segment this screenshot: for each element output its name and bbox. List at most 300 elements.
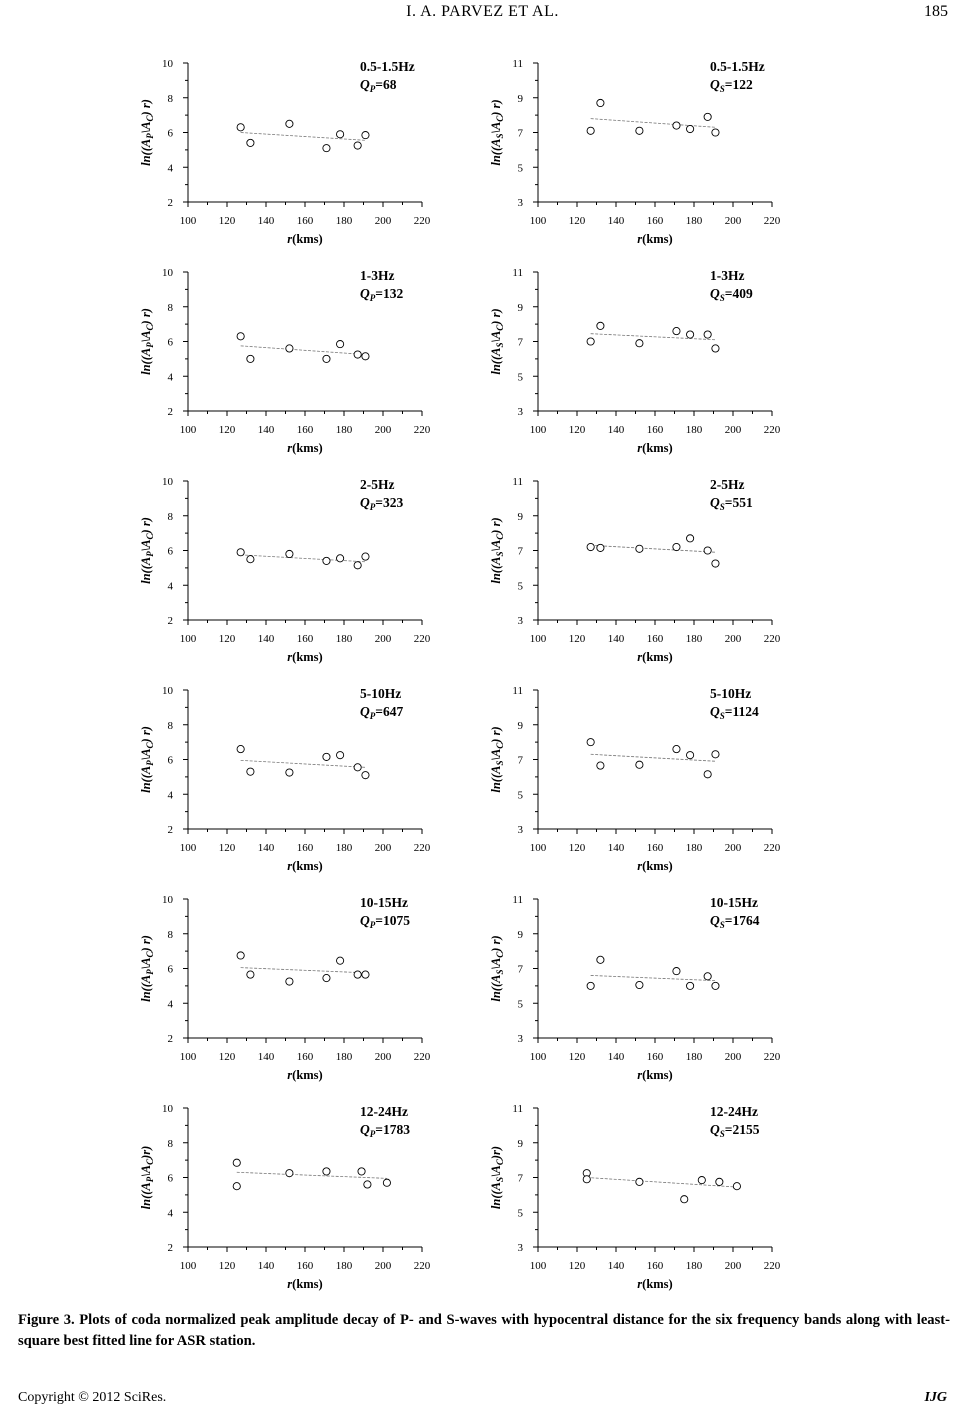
x-tick-label: 180 bbox=[335, 215, 353, 227]
x-tick-label: 100 bbox=[179, 1260, 197, 1272]
x-tick-label: 220 bbox=[763, 1260, 781, 1272]
x-axis-title: r(kms) bbox=[637, 1277, 673, 1291]
frequency-band-label: 2-5Hz bbox=[360, 477, 395, 492]
y-tick-label: 3 bbox=[517, 615, 523, 627]
data-point bbox=[233, 1159, 240, 1166]
best-fit-line bbox=[587, 1178, 737, 1188]
frequency-band-label: 5-10Hz bbox=[710, 686, 752, 701]
x-tick-label: 180 bbox=[685, 1051, 703, 1063]
data-point bbox=[712, 129, 719, 136]
x-tick-label: 200 bbox=[724, 633, 742, 645]
data-point bbox=[286, 120, 293, 127]
x-tick-label: 200 bbox=[374, 842, 392, 854]
y-tick-label: 6 bbox=[167, 1172, 173, 1185]
x-tick-label: 220 bbox=[413, 842, 431, 854]
x-tick-label: 100 bbox=[179, 633, 197, 645]
frequency-band-label: 1-3Hz bbox=[360, 268, 395, 283]
x-axis-title: r(kms) bbox=[637, 441, 673, 455]
x-axis-title: r(kms) bbox=[287, 1277, 323, 1291]
chart-panel bbox=[489, 894, 781, 1082]
x-tick-label: 220 bbox=[763, 424, 781, 436]
x-tick-label: 120 bbox=[218, 1051, 236, 1063]
y-tick-label: 2 bbox=[167, 1242, 173, 1254]
data-point bbox=[362, 772, 369, 779]
x-tick-label: 160 bbox=[296, 215, 314, 227]
frequency-band-label: 0.5-1.5Hz bbox=[360, 59, 415, 74]
data-point bbox=[323, 753, 330, 760]
frequency-band-label: 0.5-1.5Hz bbox=[710, 59, 765, 74]
x-tick-label: 180 bbox=[685, 1260, 703, 1272]
y-tick-label: 6 bbox=[167, 127, 173, 140]
y-tick-label: 3 bbox=[517, 197, 523, 209]
q-value-label: $Q_P=323$ bbox=[360, 495, 404, 512]
data-point bbox=[597, 956, 604, 963]
data-point bbox=[383, 1179, 390, 1186]
x-tick-label: 180 bbox=[335, 842, 353, 854]
data-point bbox=[636, 545, 643, 552]
x-tick-label: 140 bbox=[607, 633, 625, 645]
data-point bbox=[364, 1181, 371, 1188]
frequency-band-label: 1-3Hz bbox=[710, 268, 745, 283]
q-value-label: $Q_P=1075$ bbox=[360, 913, 410, 930]
x-tick-label: 140 bbox=[607, 1051, 625, 1063]
data-point bbox=[704, 973, 711, 980]
data-point bbox=[704, 331, 711, 338]
best-fit-line bbox=[241, 760, 366, 767]
x-tick-label: 160 bbox=[646, 633, 664, 645]
best-fit-line bbox=[241, 346, 366, 355]
x-tick-label: 200 bbox=[724, 1260, 742, 1272]
x-tick-label: 200 bbox=[724, 842, 742, 854]
data-point bbox=[673, 543, 680, 550]
y-tick-label: 8 bbox=[167, 1137, 173, 1150]
data-point bbox=[673, 122, 680, 129]
x-tick-label: 120 bbox=[218, 842, 236, 854]
y-axis-title: $\ln((A_P\backslash A_C)$ r) bbox=[139, 99, 155, 166]
data-point bbox=[687, 535, 694, 542]
best-fit-line bbox=[591, 119, 716, 128]
x-axis-title: r(kms) bbox=[637, 232, 673, 246]
y-tick-label: 11 bbox=[512, 476, 523, 488]
data-point bbox=[673, 968, 680, 975]
data-point bbox=[597, 99, 604, 106]
y-axis-title: $\ln((A_P\backslash A_C)r)$ bbox=[139, 1145, 155, 1210]
y-axis-title: $\ln((A_S\backslash A_C)r)$ bbox=[489, 1145, 505, 1210]
y-tick-label: 8 bbox=[167, 510, 173, 523]
data-point bbox=[323, 145, 330, 152]
data-point bbox=[597, 544, 604, 551]
x-tick-label: 160 bbox=[646, 424, 664, 436]
data-point bbox=[587, 739, 594, 746]
data-point bbox=[354, 351, 361, 358]
best-fit-line bbox=[241, 133, 366, 141]
x-tick-label: 120 bbox=[568, 633, 586, 645]
data-point bbox=[587, 543, 594, 550]
data-point bbox=[587, 982, 594, 989]
y-tick-label: 10 bbox=[162, 267, 173, 279]
x-tick-label: 180 bbox=[685, 424, 703, 436]
y-tick-label: 9 bbox=[517, 1137, 523, 1150]
x-tick-label: 160 bbox=[296, 633, 314, 645]
y-axis-title: $\ln((A_S\backslash A_C)$ r) bbox=[489, 517, 505, 584]
chart-panel bbox=[489, 685, 781, 873]
data-point bbox=[323, 355, 330, 362]
y-axis-title: $\ln((A_S\backslash A_C)$ r) bbox=[489, 726, 505, 793]
data-point bbox=[687, 982, 694, 989]
x-tick-label: 160 bbox=[646, 215, 664, 227]
best-fit-line bbox=[591, 754, 716, 761]
data-point bbox=[712, 345, 719, 352]
data-point bbox=[337, 957, 344, 964]
y-tick-label: 8 bbox=[167, 301, 173, 314]
chart-panel bbox=[139, 267, 431, 455]
y-axis-title: $\ln((A_S\backslash A_C)$ r) bbox=[489, 935, 505, 1002]
chart-panel bbox=[489, 476, 781, 664]
x-tick-label: 140 bbox=[257, 1051, 275, 1063]
data-point bbox=[237, 745, 244, 752]
x-tick-label: 140 bbox=[607, 1260, 625, 1272]
y-axis-title: $\ln((A_S\backslash A_C)$ r) bbox=[489, 308, 505, 375]
y-tick-label: 10 bbox=[162, 685, 173, 697]
data-point bbox=[681, 1196, 688, 1203]
x-tick-label: 140 bbox=[257, 633, 275, 645]
x-axis-title: r(kms) bbox=[287, 650, 323, 664]
x-tick-label: 160 bbox=[646, 1051, 664, 1063]
data-point bbox=[587, 127, 594, 134]
y-tick-label: 6 bbox=[167, 963, 173, 976]
data-point bbox=[286, 550, 293, 557]
x-tick-label: 140 bbox=[257, 842, 275, 854]
x-tick-label: 120 bbox=[218, 215, 236, 227]
y-tick-label: 4 bbox=[167, 998, 173, 1011]
y-tick-label: 10 bbox=[162, 894, 173, 906]
data-point bbox=[247, 768, 254, 775]
q-value-label: $Q_P=132$ bbox=[360, 286, 404, 303]
x-axis-title: r(kms) bbox=[637, 859, 673, 873]
y-tick-label: 5 bbox=[517, 998, 523, 1011]
data-point bbox=[687, 125, 694, 132]
x-tick-label: 180 bbox=[685, 215, 703, 227]
x-tick-label: 100 bbox=[179, 842, 197, 854]
y-tick-label: 4 bbox=[167, 789, 173, 802]
data-point bbox=[233, 1183, 240, 1190]
data-point bbox=[636, 127, 643, 134]
x-tick-label: 180 bbox=[685, 842, 703, 854]
x-tick-label: 220 bbox=[413, 1260, 431, 1272]
y-tick-label: 4 bbox=[167, 162, 173, 175]
data-point bbox=[286, 769, 293, 776]
q-value-label: $Q_S=551$ bbox=[710, 495, 753, 512]
data-point bbox=[337, 752, 344, 759]
chart-panel bbox=[489, 267, 781, 455]
x-tick-label: 100 bbox=[529, 1260, 547, 1272]
data-point bbox=[286, 1170, 293, 1177]
x-axis-title: r(kms) bbox=[287, 859, 323, 873]
y-tick-label: 6 bbox=[167, 545, 173, 558]
x-tick-label: 140 bbox=[257, 215, 275, 227]
y-tick-label: 11 bbox=[512, 1103, 523, 1115]
x-tick-label: 100 bbox=[179, 424, 197, 436]
y-tick-label: 2 bbox=[167, 824, 173, 836]
chart-panel bbox=[139, 1103, 431, 1291]
frequency-band-label: 12-24Hz bbox=[360, 1104, 408, 1119]
x-tick-label: 220 bbox=[763, 633, 781, 645]
data-point bbox=[247, 139, 254, 146]
data-point bbox=[354, 142, 361, 149]
best-fit-line bbox=[591, 545, 716, 552]
data-point bbox=[362, 353, 369, 360]
x-tick-label: 160 bbox=[646, 1260, 664, 1272]
x-tick-label: 200 bbox=[724, 1051, 742, 1063]
x-tick-label: 220 bbox=[763, 1051, 781, 1063]
y-tick-label: 8 bbox=[167, 92, 173, 105]
y-tick-label: 7 bbox=[517, 963, 523, 976]
x-tick-label: 180 bbox=[335, 633, 353, 645]
x-tick-label: 140 bbox=[607, 215, 625, 227]
x-tick-label: 140 bbox=[607, 842, 625, 854]
frequency-band-label: 12-24Hz bbox=[710, 1104, 758, 1119]
y-tick-label: 4 bbox=[167, 371, 173, 384]
x-tick-label: 100 bbox=[529, 633, 547, 645]
q-value-label: $Q_P=1783$ bbox=[360, 1122, 410, 1139]
data-point bbox=[286, 978, 293, 985]
chart-panel bbox=[489, 1103, 781, 1291]
y-tick-label: 8 bbox=[167, 928, 173, 941]
chart-panel bbox=[139, 894, 431, 1082]
page-number: 185 bbox=[924, 3, 948, 20]
x-tick-label: 100 bbox=[529, 424, 547, 436]
y-tick-label: 10 bbox=[162, 1103, 173, 1115]
best-fit-line bbox=[241, 968, 366, 973]
data-point bbox=[673, 745, 680, 752]
x-tick-label: 200 bbox=[724, 215, 742, 227]
y-tick-label: 2 bbox=[167, 197, 173, 209]
x-tick-label: 120 bbox=[218, 1260, 236, 1272]
q-value-label: $Q_S=1764$ bbox=[710, 913, 760, 930]
x-tick-label: 220 bbox=[763, 842, 781, 854]
q-value-label: $Q_P=647$ bbox=[360, 704, 404, 721]
y-tick-label: 3 bbox=[517, 1242, 523, 1254]
data-point bbox=[733, 1183, 740, 1190]
data-point bbox=[247, 971, 254, 978]
data-point bbox=[704, 113, 711, 120]
x-tick-label: 200 bbox=[374, 1051, 392, 1063]
data-point bbox=[636, 1178, 643, 1185]
data-point bbox=[687, 331, 694, 338]
data-point bbox=[704, 547, 711, 554]
data-point bbox=[237, 549, 244, 556]
copyright-notice: Copyright © 2012 SciRes. bbox=[18, 1390, 167, 1405]
y-tick-label: 7 bbox=[517, 336, 523, 349]
y-tick-label: 7 bbox=[517, 754, 523, 767]
y-tick-label: 9 bbox=[517, 928, 523, 941]
q-value-label: $Q_S=409$ bbox=[710, 286, 753, 303]
q-value-label: $Q_P=68$ bbox=[360, 77, 397, 94]
x-tick-label: 220 bbox=[413, 215, 431, 227]
y-tick-label: 8 bbox=[167, 719, 173, 732]
x-tick-label: 120 bbox=[568, 424, 586, 436]
x-tick-label: 160 bbox=[296, 1051, 314, 1063]
x-tick-label: 160 bbox=[296, 1260, 314, 1272]
x-tick-label: 100 bbox=[529, 215, 547, 227]
figure-caption: Figure 3. Plots of coda normalized peak amplitude decay of P- and S-waves with hypocentral distance for the six frequency bands along with least-square best fitted line for ASR station. bbox=[18, 1312, 950, 1349]
data-point bbox=[286, 345, 293, 352]
x-tick-label: 220 bbox=[413, 1051, 431, 1063]
running-title: I. A. PARVEZ ET AL. bbox=[406, 3, 559, 20]
y-tick-label: 11 bbox=[512, 685, 523, 697]
data-point bbox=[337, 131, 344, 138]
data-point bbox=[687, 752, 694, 759]
y-tick-label: 2 bbox=[167, 1033, 173, 1045]
data-point bbox=[712, 982, 719, 989]
y-axis-title: $\ln((A_S\backslash A_C)$ r) bbox=[489, 99, 505, 166]
x-tick-label: 220 bbox=[763, 215, 781, 227]
best-fit-line bbox=[591, 975, 716, 980]
y-tick-label: 2 bbox=[167, 406, 173, 418]
data-point bbox=[704, 771, 711, 778]
data-point bbox=[587, 338, 594, 345]
x-tick-label: 120 bbox=[218, 633, 236, 645]
x-tick-label: 100 bbox=[529, 842, 547, 854]
x-tick-label: 180 bbox=[335, 1051, 353, 1063]
y-tick-label: 5 bbox=[517, 580, 523, 593]
y-tick-label: 5 bbox=[517, 789, 523, 802]
y-tick-label: 7 bbox=[517, 545, 523, 558]
y-tick-label: 3 bbox=[517, 824, 523, 836]
data-point bbox=[362, 132, 369, 139]
y-axis-title: $\ln((A_P\backslash A_C)$ r) bbox=[139, 308, 155, 375]
frequency-band-label: 5-10Hz bbox=[360, 686, 402, 701]
data-point bbox=[354, 971, 361, 978]
data-point bbox=[237, 124, 244, 131]
data-point bbox=[716, 1178, 723, 1185]
data-point bbox=[673, 327, 680, 334]
frequency-band-label: 10-15Hz bbox=[710, 895, 758, 910]
y-tick-label: 9 bbox=[517, 719, 523, 732]
x-axis-title: r(kms) bbox=[287, 232, 323, 246]
data-point bbox=[337, 555, 344, 562]
data-point bbox=[712, 560, 719, 567]
data-point bbox=[698, 1177, 705, 1184]
y-tick-label: 3 bbox=[517, 406, 523, 418]
x-tick-label: 100 bbox=[529, 1051, 547, 1063]
x-tick-label: 140 bbox=[607, 424, 625, 436]
data-point bbox=[583, 1176, 590, 1183]
x-tick-label: 200 bbox=[374, 1260, 392, 1272]
y-tick-label: 6 bbox=[167, 336, 173, 349]
x-tick-label: 120 bbox=[568, 1260, 586, 1272]
data-point bbox=[354, 562, 361, 569]
y-tick-label: 2 bbox=[167, 615, 173, 627]
data-point bbox=[362, 971, 369, 978]
q-value-label: $Q_S=1124$ bbox=[710, 704, 759, 721]
y-tick-label: 11 bbox=[512, 58, 523, 70]
data-point bbox=[712, 751, 719, 758]
x-axis-title: r(kms) bbox=[287, 1068, 323, 1082]
x-axis-title: r(kms) bbox=[637, 1068, 673, 1082]
y-tick-label: 4 bbox=[167, 1207, 173, 1220]
y-tick-label: 9 bbox=[517, 301, 523, 314]
x-tick-label: 180 bbox=[335, 1260, 353, 1272]
y-tick-label: 5 bbox=[517, 162, 523, 175]
frequency-band-label: 10-15Hz bbox=[360, 895, 408, 910]
data-point bbox=[362, 553, 369, 560]
data-point bbox=[247, 355, 254, 362]
data-point bbox=[323, 974, 330, 981]
x-tick-label: 220 bbox=[413, 633, 431, 645]
frequency-band-label: 2-5Hz bbox=[710, 477, 745, 492]
chart-panel bbox=[139, 685, 431, 873]
chart-panel bbox=[489, 58, 781, 246]
x-tick-label: 120 bbox=[568, 1051, 586, 1063]
x-tick-label: 140 bbox=[257, 424, 275, 436]
x-tick-label: 100 bbox=[179, 1051, 197, 1063]
x-tick-label: 180 bbox=[335, 424, 353, 436]
y-tick-label: 10 bbox=[162, 476, 173, 488]
chart-panel bbox=[139, 58, 431, 246]
x-tick-label: 120 bbox=[218, 424, 236, 436]
y-tick-label: 4 bbox=[167, 580, 173, 593]
x-tick-label: 140 bbox=[257, 1260, 275, 1272]
x-tick-label: 220 bbox=[413, 424, 431, 436]
data-point bbox=[237, 333, 244, 340]
data-point bbox=[237, 952, 244, 959]
y-tick-label: 5 bbox=[517, 1207, 523, 1220]
x-tick-label: 200 bbox=[724, 424, 742, 436]
x-tick-label: 200 bbox=[374, 633, 392, 645]
data-point bbox=[597, 762, 604, 769]
y-tick-label: 5 bbox=[517, 371, 523, 384]
y-tick-label: 7 bbox=[517, 127, 523, 140]
data-point bbox=[636, 981, 643, 988]
y-tick-label: 3 bbox=[517, 1033, 523, 1045]
data-point bbox=[358, 1168, 365, 1175]
best-fit-line bbox=[241, 555, 366, 562]
y-axis-title: $\ln((A_P\backslash A_C)$ r) bbox=[139, 935, 155, 1002]
x-tick-label: 200 bbox=[374, 424, 392, 436]
x-tick-label: 200 bbox=[374, 215, 392, 227]
q-value-label: $Q_S=122$ bbox=[710, 77, 753, 94]
x-tick-label: 100 bbox=[179, 215, 197, 227]
chart-panel bbox=[139, 476, 431, 664]
x-axis-title: r(kms) bbox=[637, 650, 673, 664]
data-point bbox=[247, 556, 254, 563]
x-tick-label: 120 bbox=[568, 215, 586, 227]
x-axis-title: r(kms) bbox=[287, 441, 323, 455]
y-tick-label: 9 bbox=[517, 510, 523, 523]
y-tick-label: 11 bbox=[512, 267, 523, 279]
data-point bbox=[636, 340, 643, 347]
y-axis-title: $\ln((A_P\backslash A_C)$ r) bbox=[139, 517, 155, 584]
y-tick-label: 9 bbox=[517, 92, 523, 105]
journal-abbrev: IJG bbox=[924, 1390, 947, 1405]
y-axis-title: $\ln((A_P\backslash A_C)$ r) bbox=[139, 726, 155, 793]
data-point bbox=[323, 1168, 330, 1175]
x-tick-label: 160 bbox=[296, 842, 314, 854]
y-tick-label: 7 bbox=[517, 1172, 523, 1185]
x-tick-label: 120 bbox=[568, 842, 586, 854]
q-value-label: $Q_S=2155$ bbox=[710, 1122, 760, 1139]
y-tick-label: 10 bbox=[162, 58, 173, 70]
data-point bbox=[597, 322, 604, 329]
x-tick-label: 180 bbox=[685, 633, 703, 645]
y-tick-label: 6 bbox=[167, 754, 173, 767]
data-point bbox=[354, 764, 361, 771]
x-tick-label: 160 bbox=[296, 424, 314, 436]
data-point bbox=[337, 341, 344, 348]
x-tick-label: 160 bbox=[646, 842, 664, 854]
best-fit-line bbox=[591, 334, 716, 340]
